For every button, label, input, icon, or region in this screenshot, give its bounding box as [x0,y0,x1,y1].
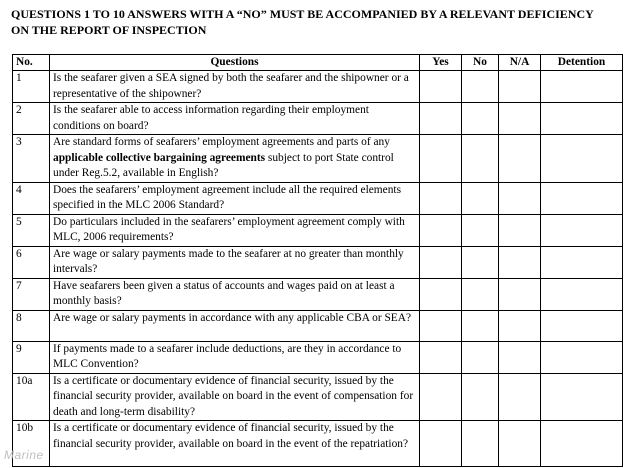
table-row [13,246,623,278]
na-cell[interactable] [499,246,541,278]
row-question: Does the seafarers’ employment agreement include all the required elements specified in the MLC 2006 Standard? [50,182,420,214]
table-row [13,421,623,467]
na-cell[interactable] [499,214,541,246]
yes-cell[interactable] [420,182,462,214]
row-question [50,135,420,183]
row-question: Is the seafarer given a SEA signed by both the seafarer and the shipowner or a representative of the shipowner? [50,71,420,103]
na-cell[interactable] [499,135,541,183]
table-row [13,310,623,341]
na-cell[interactable] [499,373,541,421]
detention-cell[interactable] [541,103,623,135]
no-cell[interactable] [462,182,499,214]
yes-cell[interactable] [420,135,462,183]
detention-cell[interactable] [541,278,623,310]
na-cell[interactable] [499,103,541,135]
yes-cell[interactable] [420,341,462,373]
table-row [13,341,623,373]
row-question: If payments made to a seafarer include deductions, are they in accordance to MLC Convention? [50,341,420,373]
question-text-bold: applicable collective bargaining agreements [53,151,266,164]
no-cell[interactable] [462,341,499,373]
no-cell[interactable] [462,103,499,135]
row-number: 8 [13,310,50,341]
table-row [13,278,623,310]
na-cell[interactable] [499,421,541,467]
row-number: 5 [13,214,50,246]
table-row [13,103,623,135]
header-no-answer: No [462,55,499,71]
no-cell[interactable] [462,214,499,246]
detention-cell[interactable] [541,214,623,246]
row-number: 9 [13,341,50,373]
header-no: No. [13,55,50,71]
header-na: N/A [499,55,541,71]
detention-cell[interactable] [541,373,623,421]
row-number: 1 [13,71,50,103]
table-row [13,214,623,246]
watermark-logo: Marine [4,448,44,462]
detention-cell[interactable] [541,421,623,467]
row-number: 10a [13,373,50,421]
row-question: Are wage or salary payments made to the seafarer at no greater than monthly intervals? [50,246,420,278]
no-cell[interactable] [462,421,499,467]
row-question: Is a certificate or documentary evidence of financial security, issued by the financial security provider, available on board in the event of compensation for death and long-term disability? [50,373,420,421]
inspection-checklist-table [12,54,623,467]
yes-cell[interactable] [420,278,462,310]
row-question: Is the seafarer able to access information regarding their employment conditions on board? [50,103,420,135]
question-text-end: subject to port State control under Reg.5.2, available in English? [53,151,394,179]
detention-cell[interactable] [541,182,623,214]
row-number: 3 [13,135,50,183]
row-number: 2 [13,103,50,135]
row-question: Have seafarers been given a status of accounts and wages paid on at least a monthly basis? [50,278,420,310]
question-text-start: Are standard forms of seafarers’ employment agreements and parts of any [53,136,390,148]
heading-line-1: QUESTIONS 1 TO 10 ANSWERS WITH A “NO” MUST BE ACCOMPANIED BY A RELEVANT DEFICIENCY [11,7,594,21]
form-heading [11,6,623,38]
row-number: 6 [13,246,50,278]
yes-cell[interactable] [420,373,462,421]
header-row [13,55,623,71]
header-yes: Yes [420,55,462,71]
yes-cell[interactable] [420,71,462,103]
na-cell[interactable] [499,310,541,341]
detention-cell[interactable] [541,71,623,103]
yes-cell[interactable] [420,310,462,341]
table-row [13,182,623,214]
na-cell[interactable] [499,278,541,310]
na-cell[interactable] [499,341,541,373]
heading-line-2: ON THE REPORT OF INSPECTION [11,23,207,37]
no-cell[interactable] [462,373,499,421]
no-cell[interactable] [462,71,499,103]
row-question: Are wage or salary payments in accordance with any applicable CBA or SEA? [50,310,420,341]
no-cell[interactable] [462,246,499,278]
yes-cell[interactable] [420,246,462,278]
row-number: 10b [13,421,50,467]
row-question: Do particulars included in the seafarers’ employment agreement comply with MLC, 2006 requirements? [50,214,420,246]
table-row [13,373,623,421]
na-cell[interactable] [499,182,541,214]
yes-cell[interactable] [420,421,462,467]
header-questions: Questions [50,55,420,71]
no-cell[interactable] [462,310,499,341]
no-cell[interactable] [462,278,499,310]
header-detention: Detention [541,55,623,71]
row-number: 4 [13,182,50,214]
row-question: Is a certificate or documentary evidence of financial security, issued by the financial security provider, available on board in the event of the repatriation? [50,421,420,467]
table-row [13,71,623,103]
row-number: 7 [13,278,50,310]
detention-cell[interactable] [541,135,623,183]
detention-cell[interactable] [541,341,623,373]
table-row [13,135,623,183]
yes-cell[interactable] [420,214,462,246]
na-cell[interactable] [499,71,541,103]
no-cell[interactable] [462,135,499,183]
detention-cell[interactable] [541,310,623,341]
yes-cell[interactable] [420,103,462,135]
detention-cell[interactable] [541,246,623,278]
